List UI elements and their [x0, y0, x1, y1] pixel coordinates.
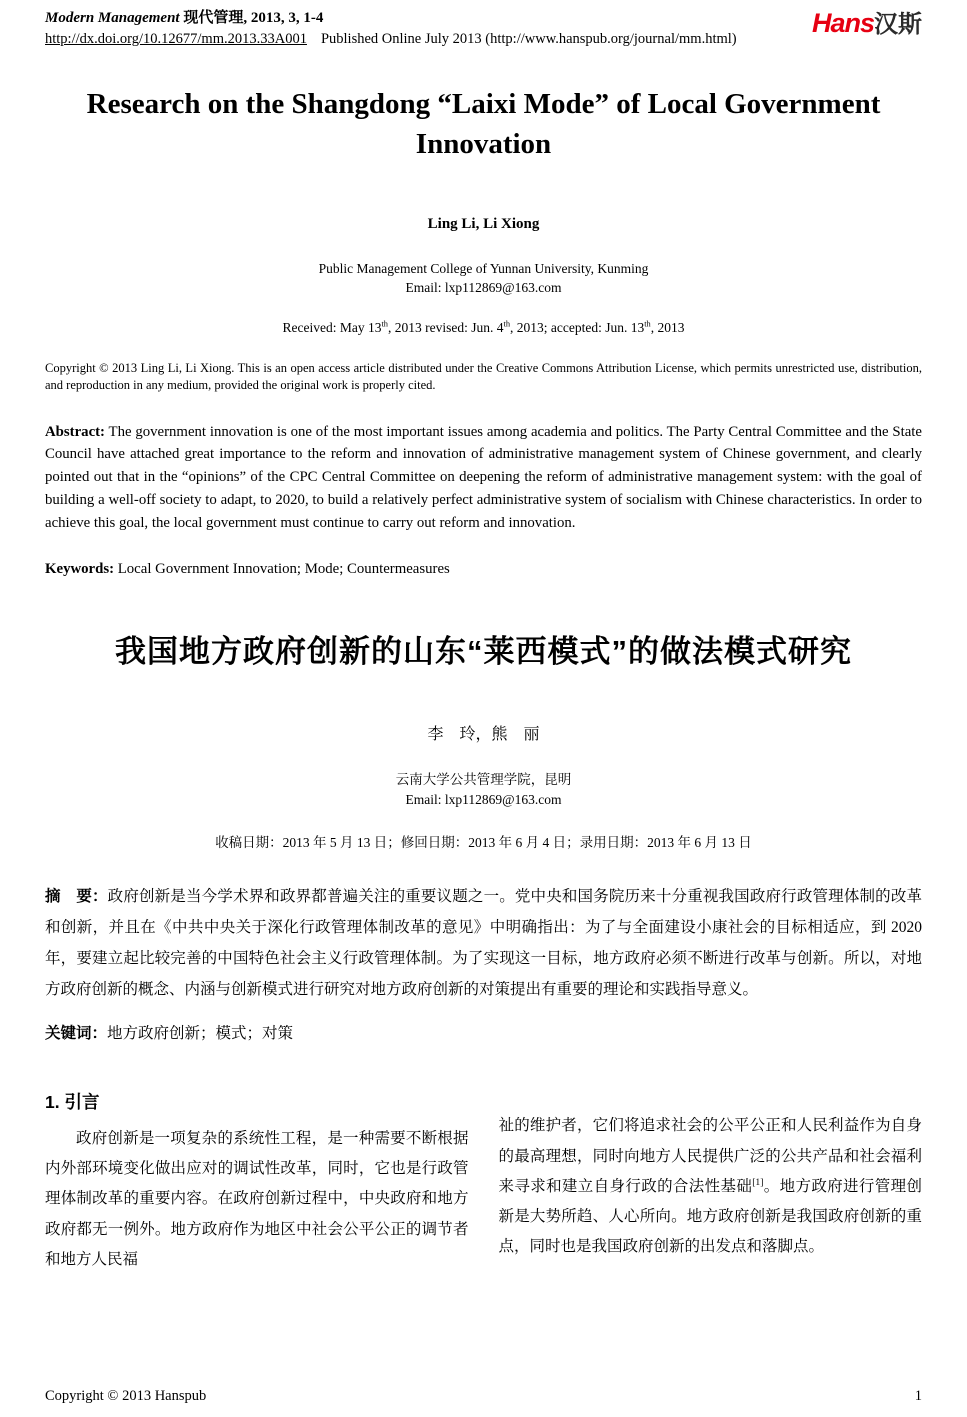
received-superscript: th [381, 319, 388, 329]
page-footer [45, 1388, 922, 1405]
abstract-label-zh: 摘 要： [45, 888, 108, 906]
copyright-notice: Copyright © 2013 Ling Li, Li Xiong. This is an open access article distributed under the Creative Commons Attribution License, which permits unrestricted use, distribution, and reproduction in any medium, provided the original work is properly cited. [45, 361, 922, 393]
paragraph-intro-left: 政府创新是一项复杂的系统性工程，是一种需要不断根据内外部环境变化做出应对的调试性改革，同时，它也是行政管理体制改革的重要内容。在政府创新过程中，中央政府和地方政府都无一例外。地方政府作为地区中社会公平公正的调节者和地方人民福 [45, 1130, 469, 1268]
keywords-en [45, 561, 922, 578]
keywords-text-en: Local Government Innovation; Mode; Countermeasures [114, 561, 450, 578]
received-part: , 2013 revised: Jun. 4 [388, 320, 504, 336]
column-right [499, 1091, 923, 1275]
abstract-text-en: The government innovation is one of the most important issues among academia and politics. The Party Central Committee and the State Council have attached great importance to the reform and innovation of administrative management system of Chinese government, and clearly pointed out that in the “opinions” of the CPC Central Committee on deepening the reform of administrative management system: with the goal of building a well-off society to adapt, to 2020, to build a relatively perfect administrative system of socialism with Chinese characteristics. In order to achieve this goal, the local government must continue to carry out reform and innovation. [45, 423, 922, 532]
published-online-text: Published Online July 2013 (http://www.hanspub.org/journal/mm.html) [320, 31, 737, 48]
column-left [45, 1091, 469, 1275]
page-header [45, 8, 922, 48]
received-part: , 2013 [650, 320, 685, 336]
abstract-zh [45, 881, 922, 1005]
email-zh: Email: lxp112869@163.com [405, 791, 562, 807]
received-dates-en [45, 320, 922, 336]
received-part: , 2013; accepted: Jun. 13 [510, 320, 645, 336]
section-1-heading: 1. 引言 [45, 1092, 100, 1113]
email-en: Email: lxp112869@163.com [405, 280, 562, 296]
abstract-en [45, 421, 922, 536]
affiliation-en: Public Management College of Yunnan University, Kunming [318, 261, 649, 277]
authors-zh: 李 玲，熊 丽 [427, 726, 540, 744]
received-part: Received: May 13 [282, 320, 382, 336]
affiliation-block-zh [45, 770, 922, 809]
doi-line [45, 31, 737, 48]
keywords-label-zh: 关键词： [45, 1025, 108, 1043]
footer-page-number: 1 [914, 1388, 922, 1404]
journal-title-line [45, 8, 737, 28]
hanspub-logo [812, 8, 922, 37]
paragraph-text: 祉的维护者，它们将追求社会的公平公正和人民利益作为自身的最高理想，同时向地方人民提供广泛的公共产品和社会福利来寻求和建立自身行政的合法性基础 [498, 1117, 922, 1195]
keywords-zh [45, 1021, 922, 1043]
received-superscript: th [644, 319, 651, 329]
paragraph-intro-right [499, 1111, 923, 1262]
journal-name-en: Modern Management [45, 10, 180, 26]
citation-reference-1: [1] [752, 1176, 764, 1188]
affiliation-zh: 云南大学公共管理学院，昆明 [395, 772, 572, 788]
hanspub-logo-hans-text: Hans [811, 8, 874, 38]
paragraph-text: 。地方政府进行管理创新是大势所趋、人心所向。地方政府创新是我国政府创新的重点，同时也是我国政府创新的出发点和落脚点。 [498, 1177, 922, 1256]
hanspub-logo-hanzi-text: 汉斯 [874, 11, 922, 38]
keywords-label-en: Keywords: [45, 561, 115, 578]
article-title-en: Research on the Shangdong “Laixi Mode” of Local Government Innovation [86, 88, 881, 161]
received-dates-zh: 收稿日期：2013 年 5 月 13 日；修回日期：2013 年 6 月 4 日；录用日期：2013 年 6 月 13 日 [215, 835, 752, 851]
abstract-text-zh: 政府创新是当今学术界和政界都普遍关注的重要议题之一。党中央和国务院历来十分重视我国政府行政管理体制的改革和创新，并且在《中共中央关于深化行政管理体制改革的意见》中明确指出：为了与全面建设小康社会的目标相适应，到 2020 年，要建立起比较完善的中国特色社会主义行政管理体制。为了实现这一目标，地方政府必须不断进行改革与创新。所以，对地方政府创新的概念、内涵与创新模式进行研究对地方政府创新的对策提出有重要的理论和实践指导意义。 [45, 888, 922, 999]
keywords-text-zh: 地方政府创新；模式；对策 [107, 1025, 294, 1043]
article-title-zh: 我国地方政府创新的山东“莱西模式”的做法模式研究 [115, 634, 852, 670]
journal-name-zh: 现代管理, 2013, 3, 1-4 [183, 10, 324, 26]
received-superscript: th [503, 319, 511, 329]
footer-copyright: Copyright © 2013 Hanspub [45, 1388, 207, 1404]
abstract-label-en: Abstract: [45, 423, 105, 440]
affiliation-block-en [45, 260, 922, 298]
two-column-body [45, 1091, 922, 1275]
doi-link[interactable]: http://dx.doi.org/10.12677/mm.2013.33A001 [45, 31, 307, 48]
header-left [45, 8, 737, 48]
authors-en: Ling Li, Li Xiong [427, 216, 540, 233]
